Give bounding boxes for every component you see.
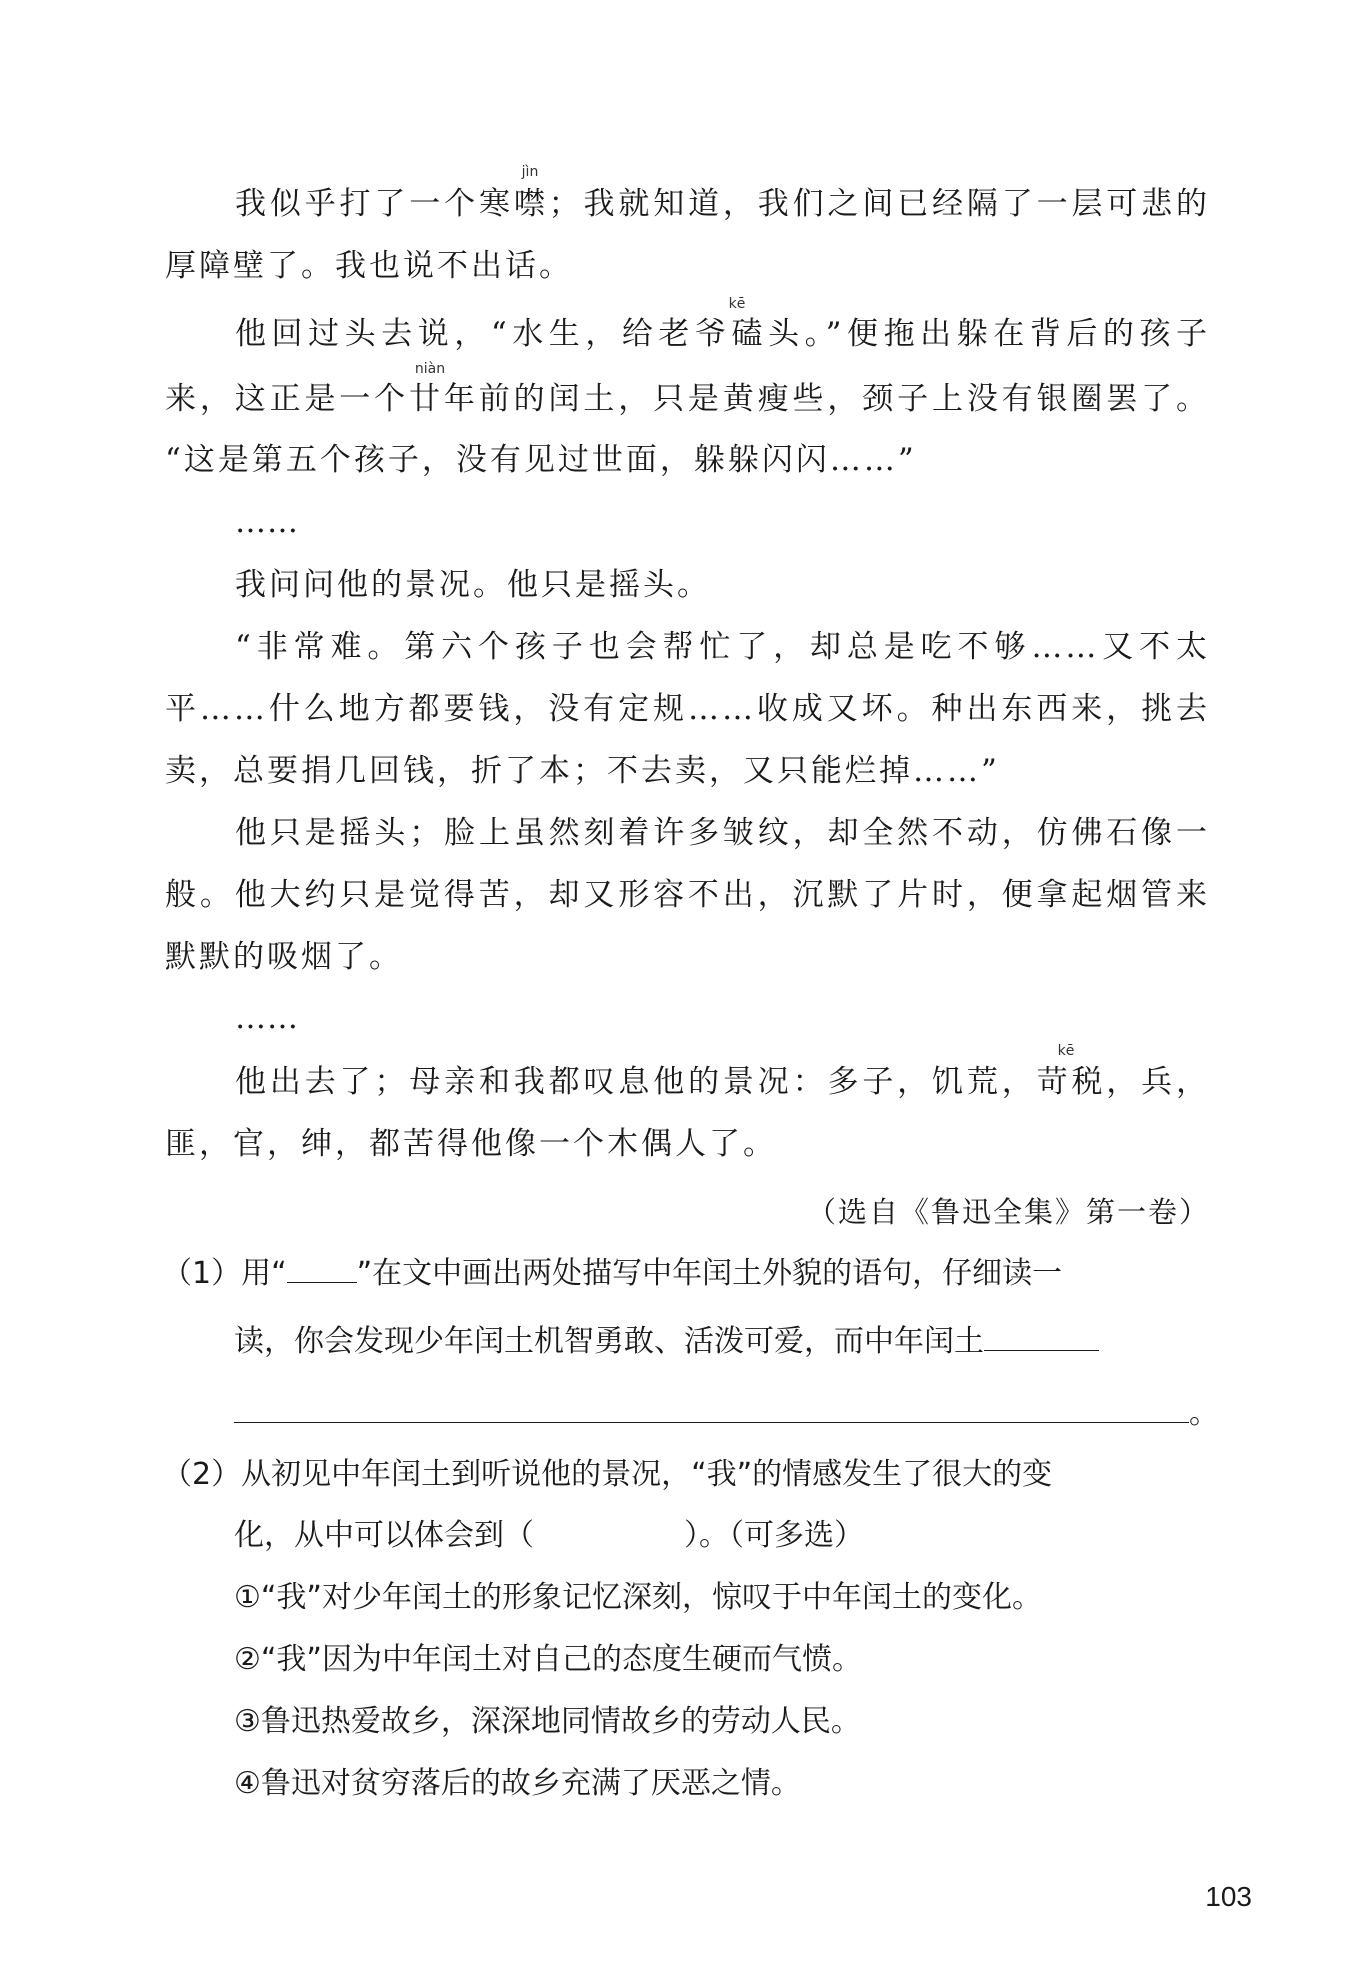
pinyin-annotation-ke1: kē <box>728 296 746 312</box>
passage-p2-line1: 他回过头去说，“水生，给老爷磕头。”便拖出躲在背后的孩子 <box>235 316 1210 352</box>
question-2-line1 <box>162 1453 1210 1497</box>
question-1-text-a: 用“ <box>241 1256 287 1291</box>
question-2-text-b: 化，从中可以体会到（ <box>234 1518 534 1553</box>
ellipsis-2: …… <box>235 1000 299 1036</box>
question-2-option-4[interactable]: ④鲁迅对贫穷落后的故乡充满了厌恶之情。 <box>234 1766 801 1801</box>
passage-p1-line2: 厚障壁了。我也说不出话。 <box>165 248 573 284</box>
question-2-text-c: ）。（可多选） <box>684 1518 864 1553</box>
ellipsis-1: …… <box>235 504 299 540</box>
passage-p2-line3: “这是第五个孩子，没有见过世面，躲躲闪闪……” <box>165 442 917 478</box>
question-1-line3 <box>234 1392 1219 1436</box>
underline-mark-sample <box>287 1252 357 1283</box>
answer-blank-1b[interactable] <box>234 1392 1189 1423</box>
passage-p6-line2: 匪，官，绅，都苦得他像一个木偶人了。 <box>165 1126 777 1162</box>
passage-p1-line1: 我似乎打了一个寒噤；我就知道，我们之间已经隔了一层可悲的 <box>235 186 1210 222</box>
passage-p4-line3: 卖，总要捐几回钱，折了本；不去卖，又只能烂掉……” <box>165 753 1000 789</box>
pinyin-annotation-nian: niàn <box>414 361 446 377</box>
question-2-text-a: 从初见中年闰土到听说他的景况，“我”的情感发生了很大的变 <box>241 1457 1053 1492</box>
passage-p2-line2: 来，这正是一个廿年前的闰土，只是黄瘦些，颈子上没有银圈罢了。 <box>165 381 1210 417</box>
question-1-number: （1） <box>162 1256 242 1291</box>
source-citation: （选自《鲁迅全集》第一卷） <box>806 1195 1210 1229</box>
question-1-line1 <box>162 1252 1210 1296</box>
passage-p4-line1: “非常难。第六个孩子也会帮忙了，却总是吃不够……又不太 <box>235 629 1210 665</box>
passage-p6-line1: 他出去了；母亲和我都叹息他的景况：多子，饥荒，苛税，兵， <box>235 1064 1210 1100</box>
answer-blank-1a[interactable] <box>984 1320 1099 1351</box>
question-2-option-1[interactable]: ①“我”对少年闰土的形象记忆深刻，惊叹于中年闰土的变化。 <box>234 1580 1042 1615</box>
passage-p5-line3: 默默的吸烟了。 <box>165 939 403 975</box>
question-2-option-3[interactable]: ③鲁迅热爱故乡，深深地同情故乡的劳动人民。 <box>234 1704 861 1739</box>
question-2-number: （2） <box>162 1457 242 1492</box>
question-1-text-c: 读，你会发现少年闰土机智勇敢、活泼可爱，而中年闰土 <box>234 1324 984 1359</box>
question-1-end-mark: 。 <box>1189 1396 1219 1431</box>
passage-p4-line2: 平……什么地方都要钱，没有定规……收成又坏。种出东西来，挑去 <box>165 691 1210 727</box>
question-2-line2 <box>234 1514 1210 1558</box>
passage-p3: 我问问他的景况。他只是摇头。 <box>235 567 711 603</box>
question-1-line2 <box>234 1320 1210 1364</box>
page-number: 103 <box>1205 1881 1252 1912</box>
passage-p5-line2: 般。他大约只是觉得苦，却又形容不出，沉默了片时，便拿起烟管来 <box>165 877 1210 913</box>
pinyin-annotation-ke2: kē <box>1057 1043 1075 1059</box>
question-2-option-2[interactable]: ②“我”因为中年闰土对自己的态度生硬而气愤。 <box>234 1642 862 1677</box>
passage-p5-line1: 他只是摇头；脸上虽然刻着许多皱纹，却全然不动，仿佛石像一 <box>235 815 1210 851</box>
question-1-text-b: ”在文中画出两处描写中年闰土外貌的语句，仔细读一 <box>356 1256 1063 1291</box>
pinyin-annotation-jin: jìn <box>521 164 539 180</box>
